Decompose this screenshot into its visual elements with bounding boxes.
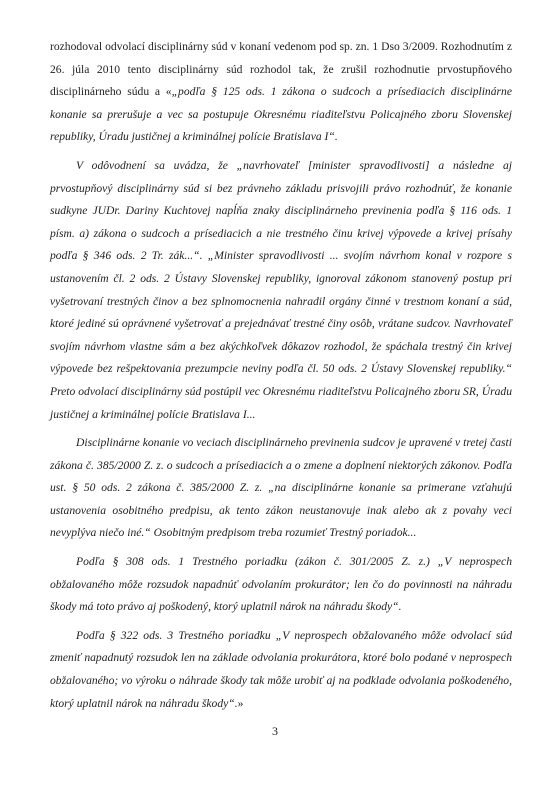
text-run: V odôvodnení sa uvádza, že „navrhovateľ [minister spravodlivosti] a následne aj prvostupňový disciplinárny súd si bez právneho základu prisvojili právo rozhodnúť, že konanie sudkyne JUDr. Dariny Kuchtovej napĺňa znaky disciplinárneho previnenia podľa § 116 ods. 1 písm. a) zákona o sudcoch a prísediacich a nie trestného činu krivej výpovede a krivej prísahy podľa § 346 ods. 2 Tr. zák...“. „Minister spravodlivosti ... svojím návrhom konal v rozpore s ustanovením čl. 2 ods. 2 Ústavy Slovenskej republiky, ignoroval zákonom stanovený postup pri vyšetrovaní trestných činov a bez splnomocnenia nahradil orgány činné v trestnom konaní a súd, ktoré jediné sú oprávnené vyšetrovať a prejednávať trestné činy osôb, vrátane sudcov. Navrhovateľ svojím návrhom vlastne sám a bez akýchkoľvek dôkazov rozhodol, že spáchala trestný čin krivej výpovede bez rešpektovania prezumpcie neviny podľa čl. 50 ods. 2 Ústavy Slovenskej republiky.“ Preto odvolací disciplinárny súd postúpil vec Okresnému riaditeľstvu Policajného zboru SR, Úradu justičnej a kriminálnej polície Bratislava I...	[50, 158, 512, 421]
text-run: Podľa § 322 ods. 3 Trestného poriadku „V neprospech obžalovaného môže odvolací súd zmeniť napadnutý rozsudok len na základe odvolania prokurátora, ktoré bolo podané v neprospech obžalovaného; vo výroku o náhrade škody tak môže urobiť aj na podklade odvolania poškodeného, ktorý uplatnil nárok na náhradu škody“.	[50, 628, 512, 710]
text-run: Disciplinárne konanie vo veciach disciplinárneho previnenia sudcov je upravené v tretej časti zákona č. 385/2000 Z. z. o sudcoch a prísediacich a o zmene a doplnení niektorých zákonov. Podľa ust. § 50 ods. 2 zákona č. 385/2000 Z. z. „na disciplinárne konanie sa primerane vzťahujú ustanovenia osobitného predpisu, ak tento zákon neustanovuje inak alebo ak z povahy veci nevyplýva niečo iné.“ Osobitným predpisom treba rozumieť Trestný poriadok...	[50, 436, 512, 540]
paragraph-4	[50, 551, 512, 619]
paragraph-3	[50, 432, 512, 545]
document-body	[50, 36, 512, 715]
text-run: »	[237, 696, 244, 710]
text-run: Podľa § 308 ods. 1 Trestného poriadku (zákon č. 301/2005 Z. z.) „V neprospech obžalovaného môže rozsudok napadnúť odvolaním prokurátor; len čo do povinnosti na náhradu škody má toto právo aj poškodený, ktorý uplatnil nárok na náhradu škody“.	[50, 555, 512, 614]
page-number: 3	[272, 724, 278, 738]
paragraph-5	[50, 625, 512, 715]
text-run: „podľa § 125 ods. 1 zákona o sudcoch a prísediacich disciplinárne konanie sa prerušuje a vec sa postupuje Okresnému riaditeľstvu Policajného zboru Slovenskej republiky, Úradu justičnej a kriminálnej polície Bratislava I“.	[50, 85, 512, 144]
text-run: rozhodoval odvolací disciplinárny súd v konaní vedenom pod sp. zn. 1 Dso 3/2009. Rozhodnutím z 26. júla 2010 tento disciplinárny súd rozhodol tak, že zrušil rozhodnutie prvostupňového disciplinárneho súdu a «	[50, 40, 512, 99]
paragraph-2	[50, 155, 512, 426]
paragraph-1	[50, 36, 512, 149]
